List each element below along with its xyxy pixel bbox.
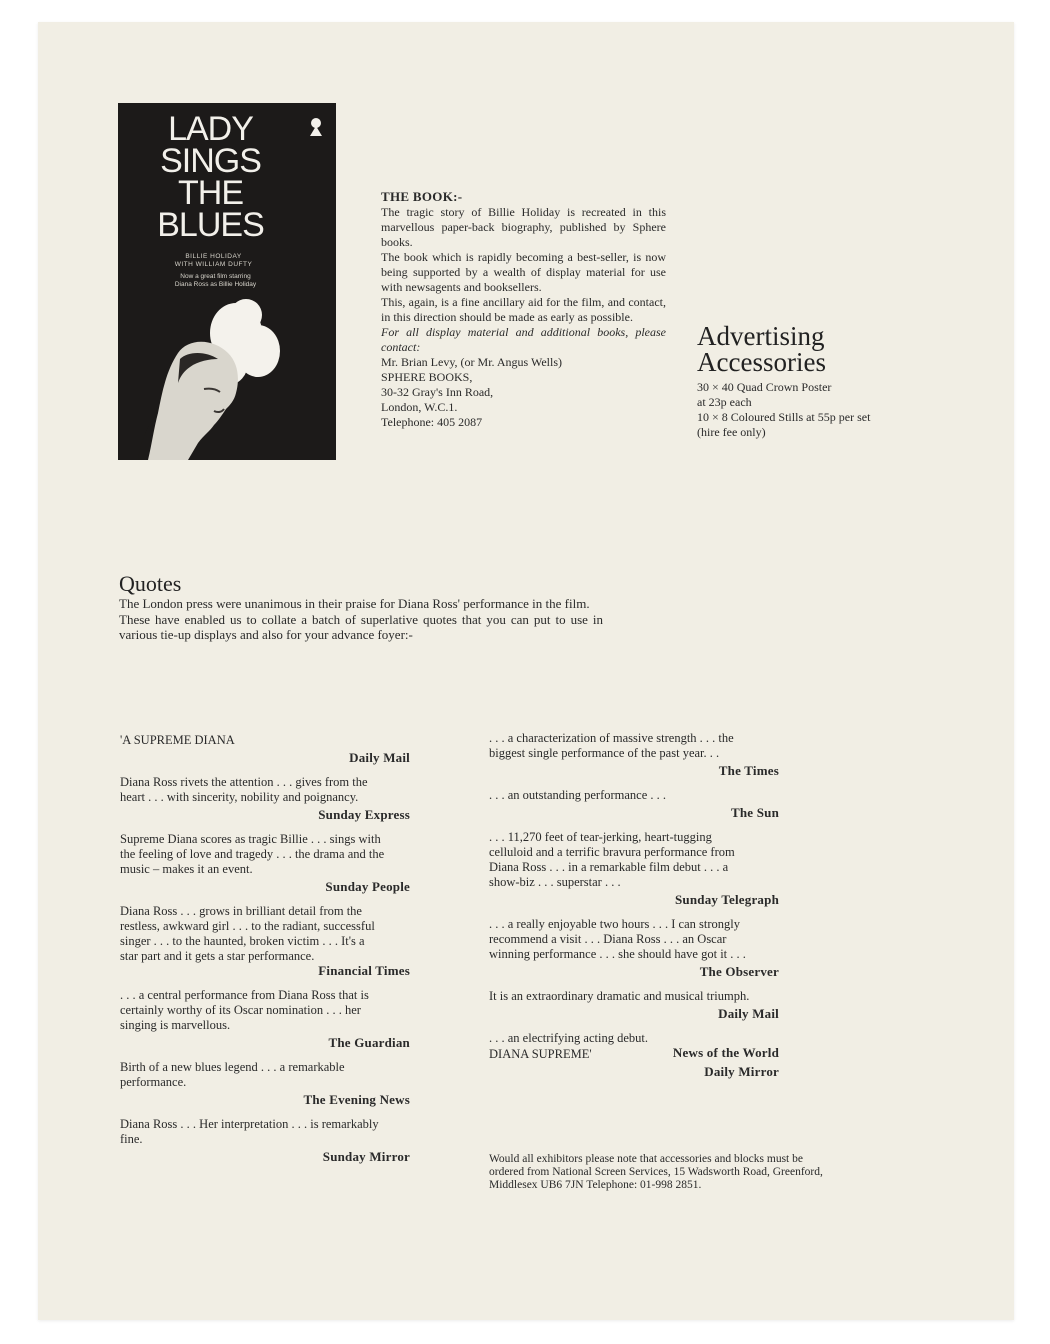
advertising-heading-line: Accessories xyxy=(697,347,826,377)
quote-source: Sunday Express xyxy=(318,807,410,822)
book-cover-image xyxy=(118,103,336,460)
quote-item xyxy=(120,733,410,765)
quote-text: . . . a characterization of massive strength . . . the biggest single performance of the past year. . . xyxy=(489,731,734,760)
quote-item xyxy=(120,1060,410,1107)
quote-text: DIANA SUPREME' xyxy=(489,1047,592,1061)
advertising-line: (hire fee only) xyxy=(697,425,766,439)
book-cover-author-line: BILLIE HOLIDAY xyxy=(185,253,242,260)
quote-text: Supreme Diana scores as tragic Billie . . . sings with the feeling of love and tragedy . . . the drama and the music – makes it an event. xyxy=(120,832,385,876)
quote-source: The Times xyxy=(718,763,779,778)
billie-holiday-portrait-icon xyxy=(118,293,336,460)
quotes-right-column xyxy=(489,731,779,1079)
quote-source: Daily Mail xyxy=(349,750,410,765)
quote-item xyxy=(489,830,779,907)
quote-text: . . . an outstanding performance . . . xyxy=(489,788,667,802)
quote-text: . . . a really enjoyable two hours . . . I can strongly recommend a visit . . . Diana Ross . . . an Oscar winning performance . . . she should have got it . . . xyxy=(489,917,746,961)
quotes-heading: Quotes xyxy=(119,571,182,596)
quote-item xyxy=(489,989,779,1021)
exhibitor-footer-note: Would all exhibitors please note that accessories and blocks must be ordered from National Screen Services, 15 Wadsworth Road, Greenford, Middlesex UB6 7JN Telephone: 01-998 2851. xyxy=(489,1153,823,1191)
quote-item xyxy=(489,917,779,979)
quote-text: It is an extraordinary dramatic and musical triumph. xyxy=(489,989,750,1003)
advertising-section xyxy=(697,323,947,440)
quotes-intro-paragraph: These have enabled us to collate a batch of superlative quotes that you can put to use in various tie-up displays and also for your advance foyer:- xyxy=(119,611,603,642)
quote-source: Sunday Mirror xyxy=(322,1149,410,1164)
book-cover-tagline-line: Diana Ross as Billie Holiday xyxy=(174,281,257,288)
quote-text: Diana Ross . . . grows in brilliant detail from the restless, awkward girl . . . to the radiant, successful singer . . . to the haunted, broken victim . . . It's a star part and it gets a star performance. xyxy=(120,904,375,963)
quote-text: Diana Ross rivets the attention . . . gives from the heart . . . with sincerity, nobility and poignancy. xyxy=(120,775,368,804)
book-contact-line: Telephone: 405 2087 xyxy=(381,415,483,429)
book-cover-title xyxy=(128,110,293,244)
book-cover-author xyxy=(146,253,281,269)
book-cover-title-line: SINGS xyxy=(160,142,261,180)
book-cover-author-line: WITH WILLIAM DUFTY xyxy=(174,261,253,268)
quote-source: News of the World xyxy=(672,1045,779,1060)
advertising-line: 10 × 8 Coloured Stills at 55p per set xyxy=(697,410,871,424)
quote-item xyxy=(120,1117,410,1164)
book-cover-title-line: LADY xyxy=(168,110,253,148)
quote-item xyxy=(120,988,410,1050)
quote-source: Sunday Telegraph xyxy=(675,892,779,907)
quote-source: Financial Times xyxy=(318,963,410,978)
quote-text: Birth of a new blues legend . . . a remarkable performance. xyxy=(120,1060,345,1089)
book-contact-note: For all display material and additional books, please contact: xyxy=(381,325,666,354)
quote-text: Diana Ross . . . Her interpretation . . . is remarkably fine. xyxy=(120,1117,379,1146)
quote-item xyxy=(489,788,779,820)
quote-source: The Sun xyxy=(730,805,779,820)
book-cover-tagline-line: Now a great film starring xyxy=(180,273,251,280)
sphere-publisher-logo-icon xyxy=(308,117,324,137)
book-paragraph: The tragic story of Billie Holiday is recreated in this marvellous paper-back biography, published by Sphere books. xyxy=(381,205,666,249)
book-contact-line: London, W.C.1. xyxy=(381,400,458,414)
quote-source: The Evening News xyxy=(303,1092,410,1107)
quote-text: . . . a central performance from Diana Ross that is certainly worthy of its Oscar nomination . . . her singing is marvellous. xyxy=(120,988,369,1032)
book-cover-tagline xyxy=(148,273,283,289)
quote-source: Daily Mail xyxy=(718,1006,779,1021)
quote-source: Daily Mirror xyxy=(704,1064,779,1079)
book-paragraph: The book which is rapidly becoming a best-seller, is now being supported by a wealth of display material for use with newsagents and booksellers. xyxy=(381,250,666,294)
quotes-left-column xyxy=(120,733,410,1174)
book-contact-line: 30-32 Gray's Inn Road, xyxy=(381,385,494,399)
quote-item xyxy=(120,775,410,822)
quote-source: The Guardian xyxy=(328,1035,410,1050)
book-cover-title-line: THE xyxy=(178,174,243,212)
book-cover-title-line: BLUES xyxy=(157,206,264,244)
book-contact-line: SPHERE BOOKS, xyxy=(381,370,473,384)
advertising-line: at 23p each xyxy=(697,395,752,409)
quote-item xyxy=(489,731,779,778)
book-section-heading: THE BOOK:- xyxy=(381,189,463,204)
quote-source: The Observer xyxy=(699,964,779,979)
quotes-intro-paragraph: The London press were unanimous in their praise for Diana Ross' performance in the film. xyxy=(119,596,590,611)
quote-source: Sunday People xyxy=(325,879,410,894)
quote-text: 'A SUPREME DIANA xyxy=(120,733,235,747)
advertising-heading xyxy=(697,323,947,375)
quote-item xyxy=(120,904,410,978)
quote-text: . . . an electrifying acting debut. xyxy=(489,1031,648,1045)
advertising-heading-line: Advertising xyxy=(697,321,825,351)
book-section xyxy=(381,189,666,430)
quote-item xyxy=(120,832,410,894)
book-contact-line: Mr. Brian Levy, (or Mr. Angus Wells) xyxy=(381,355,563,369)
advertising-line: 30 × 40 Quad Crown Poster xyxy=(697,380,832,394)
quotes-intro-section xyxy=(119,572,603,643)
quote-text: . . . 11,270 feet of tear-jerking, heart-tugging celluloid and a terrific bravura performance from Diana Ross . . . in a remarkable film debut . . . a show-biz . . . superstar . . . xyxy=(489,830,735,889)
book-paragraph: This, again, is a fine ancillary aid for the film, and contact, in this direction should be made as early as possible. xyxy=(381,295,666,324)
